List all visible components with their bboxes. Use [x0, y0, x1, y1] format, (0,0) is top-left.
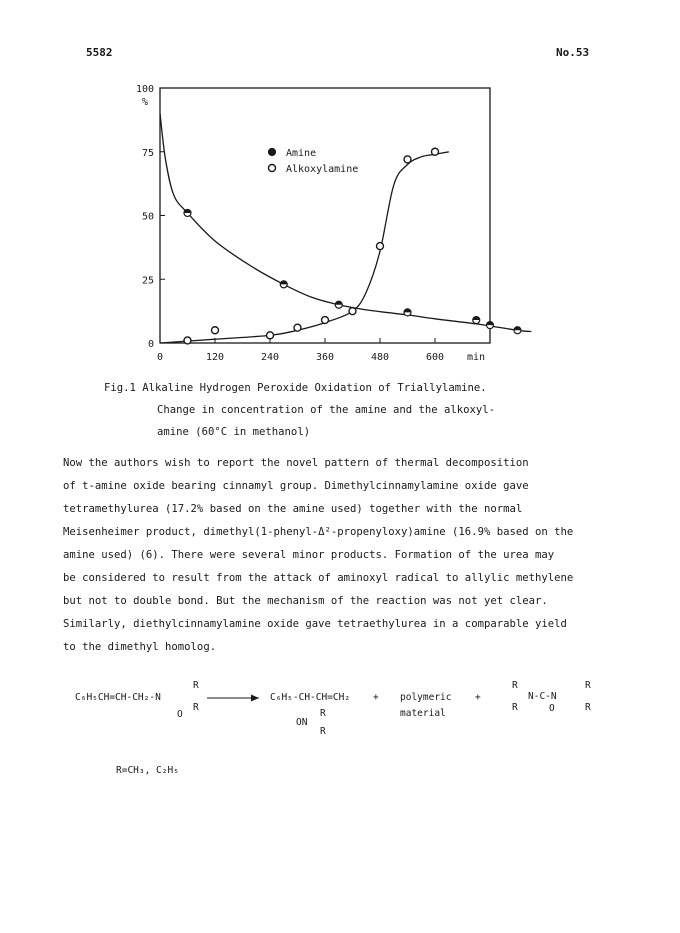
amine-curve: [160, 114, 531, 332]
alkoxylamine-point: [212, 327, 219, 334]
legend-alkoxylamine-marker: [269, 165, 276, 172]
chart-markers: [184, 148, 521, 344]
plus-sign-1: +: [373, 692, 379, 703]
product-r-upper: R: [320, 708, 326, 719]
product-alkoxylamine: C₆H₅-CH-CH=CH₂: [270, 692, 351, 703]
r-definition: R=CH₃, C₂H₅: [116, 765, 179, 776]
x-tick-label: 0: [156, 352, 164, 363]
alkoxylamine-point: [294, 324, 301, 331]
issue-number: No.53: [556, 46, 590, 59]
reactant-r-bottom: R: [193, 702, 199, 713]
body-line: to the dimethyl homolog.: [63, 641, 217, 653]
figure-caption-line-1: Fig.1 Alkaline Hydrogen Peroxide Oxidation of Triallylamine.: [104, 382, 487, 394]
body-line: tetramethylurea (17.2% based on the amine used) together with the normal: [63, 503, 523, 515]
product-on: ON: [296, 717, 308, 728]
reaction-arrow: [205, 692, 265, 704]
x-axis-label: min: [466, 352, 485, 363]
alkoxylamine-point: [377, 243, 384, 250]
urea-r-bottom-right: R: [585, 702, 591, 713]
concentration-chart: [0, 0, 680, 380]
x-tick-label: 600: [425, 352, 445, 363]
x-tick-label: 360: [315, 352, 335, 363]
y-tick-label: 50: [141, 211, 154, 223]
y-axis-label: %: [141, 97, 148, 108]
y-tick-label: 0: [147, 339, 154, 350]
chart-axes: [160, 88, 490, 343]
alkoxylamine-point: [184, 337, 191, 344]
reactant-oxide-o: O: [177, 709, 183, 720]
x-tick-label: 120: [205, 352, 225, 363]
alkoxylamine-point: [322, 317, 329, 324]
body-line: but not to double bond. But the mechanism of the reaction was not yet clear.: [63, 595, 548, 607]
alkoxylamine-point: [432, 148, 439, 155]
polymeric-line-1: polymeric: [400, 692, 452, 703]
urea-r-top-left: R: [512, 680, 518, 691]
figure-caption-line-2: Change in concentration of the amine and the alkoxyl-: [157, 404, 496, 416]
polymeric-line-2: material: [400, 708, 446, 719]
legend-alkoxylamine-label: Alkoxylamine: [286, 164, 359, 175]
chart-legend: [269, 148, 359, 175]
reactant-r-top: R: [193, 680, 199, 691]
urea-core: N-C-N: [528, 691, 557, 702]
plot-frame: [160, 88, 490, 343]
legend-amine-label: Amine: [286, 148, 317, 159]
urea-carbonyl-o: O: [549, 703, 555, 714]
reactant-formula: C₆H₅CH=CH-CH₂-N: [75, 692, 161, 703]
plus-sign-2: +: [475, 692, 481, 703]
product-r-lower: R: [320, 726, 326, 737]
body-paragraph: [63, 452, 663, 662]
body-line: amine used) (6). There were several minor products. Formation of the urea may: [63, 549, 555, 561]
alkoxylamine-point: [267, 332, 274, 339]
y-tick-label: 25: [141, 275, 154, 287]
reaction-scheme: [0, 672, 680, 742]
body-line: Meisenheimer product, dimethyl(1-phenyl-Δ²-propenyloxy)amine (16.9% based on the: [63, 526, 574, 538]
body-line: Now the authors wish to report the novel pattern of thermal decomposition: [63, 457, 529, 469]
y-tick-label: 75: [141, 147, 154, 159]
x-tick-label: 240: [260, 352, 280, 363]
x-tick-label: 480: [370, 352, 390, 363]
body-line: be considered to result from the attack of aminoxyl radical to allylic methylene: [63, 572, 574, 584]
urea-r-top-right: R: [585, 680, 591, 691]
alkoxylamine-point: [349, 308, 356, 315]
body-line: of t-amine oxide bearing cinnamyl group. Dimethylcinnamylamine oxide gave: [63, 480, 529, 492]
chart-ticks: [136, 84, 485, 363]
legend-amine-marker: [269, 149, 276, 156]
page-number: 5582: [86, 46, 113, 59]
figure-caption-line-3: amine (60°C in methanol): [157, 426, 311, 438]
alkoxylamine-point: [404, 156, 411, 163]
chart-curves: [160, 114, 531, 344]
y-tick-label: 100: [135, 84, 154, 95]
urea-r-bottom-left: R: [512, 702, 518, 713]
body-line: Similarly, diethylcinnamylamine oxide gave tetraethylurea in a comparable yield: [63, 618, 567, 630]
